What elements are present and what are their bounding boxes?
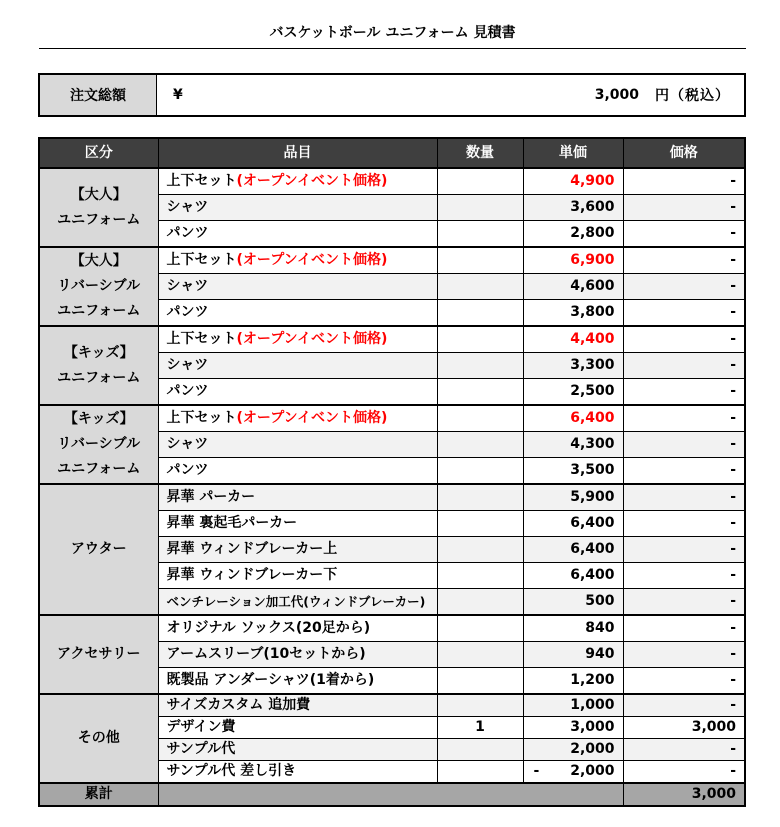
quantity-cell[interactable] <box>437 300 523 327</box>
price-cell: - <box>623 326 745 353</box>
item-cell <box>158 668 437 695</box>
unit-price-value: 940 <box>585 646 615 662</box>
quantity-cell[interactable] <box>437 432 523 458</box>
unit-price-value: 6,900 <box>570 252 615 268</box>
item-name: サイズカスタム 追加費 <box>166 697 311 713</box>
category-label-line: ユニフォーム <box>57 461 141 477</box>
price-cell: - <box>623 668 745 695</box>
price-cell: - <box>623 195 745 221</box>
price-cell: - <box>623 274 745 300</box>
item-price-note: (オープンイベント価格) <box>236 410 388 426</box>
category-label-line: アクセサリー <box>56 646 141 662</box>
unit-price-value: 4,900 <box>570 173 615 189</box>
item-price-note: (オープンイベント価格) <box>236 252 388 268</box>
document-title: バスケットボール ユニフォーム 見積書 <box>39 20 746 49</box>
item-name: サンプル代 <box>166 741 236 757</box>
quantity-cell[interactable] <box>437 168 523 195</box>
item-name: 上下セット <box>166 173 237 189</box>
item-cell <box>158 247 437 274</box>
price-cell: - <box>623 247 745 274</box>
price-cell: - <box>623 458 745 485</box>
price-cell: - <box>623 615 745 642</box>
quantity-cell[interactable] <box>437 353 523 379</box>
category-cell <box>39 615 158 694</box>
quantity-cell[interactable] <box>437 537 523 563</box>
unit-price-cell <box>523 668 623 695</box>
item-name: ベンチレーション加工代(ウィンドブレーカー) <box>166 594 426 609</box>
item-cell <box>158 353 437 379</box>
item-cell <box>158 221 437 248</box>
price-cell: - <box>623 694 745 717</box>
table-row <box>39 694 745 717</box>
item-cell <box>158 274 437 300</box>
quantity-cell[interactable] <box>437 326 523 353</box>
price-cell: - <box>623 537 745 563</box>
unit-price-cell <box>523 195 623 221</box>
item-name: 上下セット <box>166 331 237 347</box>
order-total-box <box>38 73 746 117</box>
quantity-cell[interactable] <box>437 615 523 642</box>
price-cell: 3,000 <box>623 717 745 739</box>
table-row <box>39 247 745 274</box>
category-label-line: アウター <box>70 541 127 557</box>
unit-price-value: 3,000 <box>570 719 615 735</box>
quantity-cell[interactable] <box>437 379 523 406</box>
unit-price-cell <box>523 300 623 327</box>
total-spacer <box>158 783 623 806</box>
item-cell <box>158 615 437 642</box>
unit-price-cell <box>523 247 623 274</box>
unit-price-cell <box>523 221 623 248</box>
unit-price-cell <box>523 589 623 616</box>
table-row <box>39 615 745 642</box>
unit-price-value: 3,600 <box>570 199 615 215</box>
quantity-cell[interactable] <box>437 405 523 432</box>
order-total-unit: 円（税込） <box>655 88 730 104</box>
negative-sign: - <box>533 763 540 779</box>
quantity-cell[interactable] <box>437 511 523 537</box>
item-cell <box>158 717 437 739</box>
item-name: シャツ <box>166 436 209 452</box>
quantity-cell[interactable] <box>437 642 523 668</box>
item-cell <box>158 642 437 668</box>
quantity-cell[interactable] <box>437 739 523 761</box>
price-cell: - <box>623 379 745 406</box>
category-label-line: 【大人】 <box>70 186 127 203</box>
item-name: 昇華 パーカー <box>166 489 256 505</box>
item-cell <box>158 379 437 406</box>
item-name: サンプル代 差し引き <box>166 763 297 779</box>
unit-price-cell <box>523 642 623 668</box>
quantity-cell[interactable] <box>437 458 523 485</box>
price-cell: - <box>623 353 745 379</box>
item-cell <box>158 326 437 353</box>
unit-price-value: 4,400 <box>570 331 615 347</box>
unit-price-value: 1,200 <box>570 672 615 688</box>
price-cell: - <box>623 168 745 195</box>
unit-price-value: 2,500 <box>570 383 615 399</box>
item-name: パンツ <box>166 304 209 320</box>
unit-price-cell <box>523 615 623 642</box>
item-cell <box>158 168 437 195</box>
category-cell <box>39 405 158 484</box>
unit-price-cell <box>523 432 623 458</box>
unit-price-value: 5,900 <box>570 489 615 505</box>
unit-price-value: 840 <box>585 620 615 636</box>
unit-price-cell <box>523 563 623 589</box>
price-cell: - <box>623 761 745 784</box>
unit-price-cell <box>523 761 623 784</box>
unit-price-cell <box>523 458 623 485</box>
item-name: 上下セット <box>166 252 237 268</box>
price-cell: - <box>623 405 745 432</box>
quantity-cell[interactable] <box>437 274 523 300</box>
quantity-cell[interactable] <box>437 563 523 589</box>
unit-price-value: 2,000 <box>570 763 615 779</box>
table-row <box>39 326 745 353</box>
item-name: 昇華 ウィンドブレーカー下 <box>166 567 338 583</box>
quantity-cell[interactable] <box>437 484 523 511</box>
header-category: 区分 <box>39 138 158 168</box>
price-cell: - <box>623 484 745 511</box>
header-item: 品目 <box>158 138 437 168</box>
category-label-line: リバーシブル <box>57 278 141 294</box>
category-label-line: ユニフォーム <box>57 369 141 386</box>
item-name: 既製品 アンダーシャツ(1着から) <box>166 672 375 688</box>
quantity-cell[interactable] <box>437 221 523 248</box>
item-cell <box>158 563 437 589</box>
item-name: パンツ <box>166 462 209 478</box>
price-cell: - <box>623 739 745 761</box>
category-label-line: 【大人】 <box>70 253 127 269</box>
item-price-note: (オープンイベント価格) <box>236 331 388 347</box>
unit-price-value: 1,000 <box>570 697 615 713</box>
unit-price-cell <box>523 739 623 761</box>
unit-price-value: 4,600 <box>570 278 615 294</box>
category-label-line: その他 <box>77 730 120 746</box>
unit-price-cell <box>523 353 623 379</box>
total-label: 累計 <box>39 783 158 806</box>
unit-price-cell <box>523 484 623 511</box>
unit-price-cell <box>523 717 623 739</box>
quantity-cell[interactable] <box>437 668 523 695</box>
unit-price-cell <box>523 326 623 353</box>
item-name: パンツ <box>166 383 209 399</box>
item-cell <box>158 300 437 327</box>
item-name: 上下セット <box>166 410 237 426</box>
unit-price-cell <box>523 511 623 537</box>
unit-price-cell <box>523 694 623 717</box>
quantity-cell[interactable]: 1 <box>437 717 523 739</box>
item-cell <box>158 405 437 432</box>
unit-price-value: 3,300 <box>570 357 615 373</box>
item-cell <box>158 694 437 717</box>
unit-price-cell <box>523 379 623 406</box>
item-cell <box>158 195 437 221</box>
quantity-cell[interactable] <box>437 589 523 616</box>
category-cell <box>39 247 158 326</box>
item-cell <box>158 589 437 616</box>
unit-price-value: 6,400 <box>570 541 615 557</box>
category-cell <box>39 168 158 247</box>
item-cell <box>158 432 437 458</box>
header-unit-price: 単価 <box>523 138 623 168</box>
quantity-cell[interactable] <box>437 247 523 274</box>
table-row <box>39 168 745 195</box>
price-cell: - <box>623 221 745 248</box>
category-label-line: リバーシブル <box>57 436 141 452</box>
quantity-cell[interactable] <box>437 761 523 784</box>
table-header-row <box>39 138 745 168</box>
unit-price-cell <box>523 274 623 300</box>
unit-price-value: 4,300 <box>570 436 615 452</box>
category-cell <box>39 694 158 783</box>
unit-price-cell <box>523 405 623 432</box>
unit-price-value: 6,400 <box>570 567 615 583</box>
quantity-cell[interactable] <box>437 195 523 221</box>
header-price: 価格 <box>623 138 745 168</box>
table-row <box>39 484 745 511</box>
item-cell <box>158 484 437 511</box>
quantity-cell[interactable] <box>437 694 523 717</box>
unit-price-value: 6,400 <box>570 515 615 531</box>
total-value: 3,000 <box>623 783 745 806</box>
unit-price-value: 3,800 <box>570 304 615 320</box>
price-cell: - <box>623 589 745 616</box>
category-label-line: ユニフォーム <box>57 211 141 228</box>
category-cell <box>39 326 158 405</box>
item-cell <box>158 761 437 784</box>
item-name: アームスリーブ(10セットから) <box>166 646 366 662</box>
item-name: パンツ <box>166 225 209 241</box>
item-name: オリジナル ソックス(20足から) <box>166 620 371 636</box>
item-name: 昇華 ウィンドブレーカー上 <box>166 541 338 557</box>
item-cell <box>158 739 437 761</box>
unit-price-value: 6,400 <box>570 410 615 426</box>
category-label-line: ユニフォーム <box>57 303 141 319</box>
item-name: デザイン費 <box>166 719 236 735</box>
item-cell <box>158 537 437 563</box>
item-name: 昇華 裏起毛パーカー <box>166 515 298 531</box>
estimate-table <box>38 137 746 807</box>
unit-price-cell <box>523 168 623 195</box>
category-label-line: 【キッズ】 <box>63 411 134 427</box>
unit-price-cell <box>523 537 623 563</box>
currency-symbol: ¥ <box>173 87 183 103</box>
price-cell: - <box>623 511 745 537</box>
item-name: シャツ <box>166 199 209 215</box>
order-total-amount: 3,000 <box>594 87 639 103</box>
price-cell: - <box>623 432 745 458</box>
price-cell: - <box>623 563 745 589</box>
item-price-note: (オープンイベント価格) <box>236 173 388 189</box>
item-name: シャツ <box>166 278 209 294</box>
unit-price-value: 2,800 <box>570 225 615 241</box>
category-label-line: 【キッズ】 <box>63 344 134 361</box>
item-cell <box>158 458 437 485</box>
order-total-value-cell[interactable] <box>157 75 744 115</box>
unit-price-value: 3,500 <box>570 462 615 478</box>
table-row <box>39 405 745 432</box>
order-total-label: 注文総額 <box>40 75 157 115</box>
unit-price-value: 2,000 <box>570 741 615 757</box>
price-cell: - <box>623 300 745 327</box>
header-quantity: 数量 <box>437 138 523 168</box>
item-cell <box>158 511 437 537</box>
item-name: シャツ <box>166 357 209 373</box>
price-cell: - <box>623 642 745 668</box>
category-cell <box>39 484 158 615</box>
total-row <box>39 783 745 806</box>
unit-price-value: 500 <box>585 593 615 609</box>
